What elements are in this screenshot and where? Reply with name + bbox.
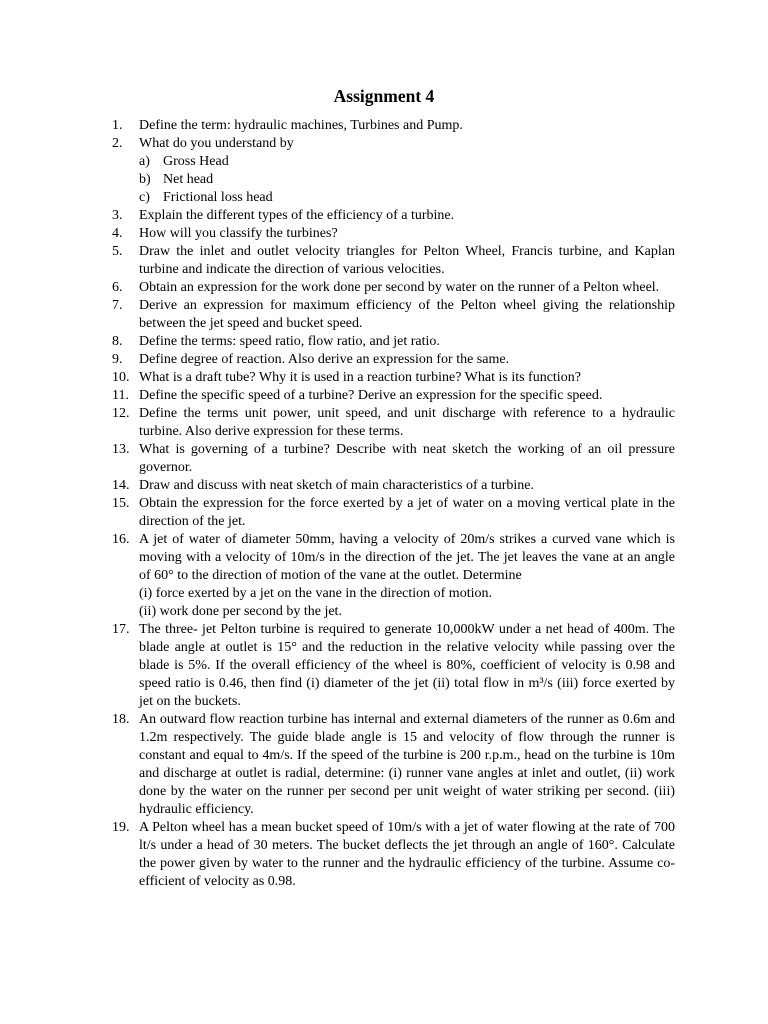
question-number: 16.	[112, 532, 130, 547]
question-text: Define the terms unit power, unit speed, and unit discharge with reference to a hydraulic turbine. Also derive expression for these terms.	[139, 406, 675, 439]
question-item	[112, 333, 675, 351]
question-number: 6.	[112, 280, 123, 295]
question-item	[112, 207, 675, 225]
question-number: 11.	[112, 388, 129, 403]
question-text: Obtain the expression for the force exerted by a jet of water on a moving vertical plate in the direction of the jet.	[139, 496, 675, 529]
question-text: An outward flow reaction turbine has internal and external diameters of the runner as 0.6m and 1.2m respectively. The guide blade angle is 15 and velocity of flow through the runner is constant and equal to 4m/s. If the speed of the turbine is 200 r.p.m., head on the turbine is 10m and discharge at outlet is radial, determine: (i) runner vane angles at inlet and outlet, (ii) work done by the water on the runner per second per unit weight of water striking per second. (iii) hydraulic efficiency.	[139, 712, 675, 817]
question-number: 18.	[112, 712, 130, 727]
question-item	[112, 405, 675, 441]
sub-question-label: a)	[139, 154, 150, 169]
question-item	[112, 117, 675, 135]
question-number: 15.	[112, 496, 130, 511]
question-item	[112, 495, 675, 531]
question-text: A Pelton wheel has a mean bucket speed of 10m/s with a jet of water flowing at the rate of 700 lt/s under a head of 30 meters. The bucket deflects the jet through an angle of 160°. Calculate the power given by water to the runner and the hydraulic efficiency of the turbine. Assume co-efficient of velocity as 0.98.	[139, 820, 675, 889]
question-number: 12.	[112, 406, 130, 421]
question-number: 1.	[112, 118, 123, 133]
question-number: 8.	[112, 334, 123, 349]
sub-question-text: Gross Head	[163, 154, 229, 169]
sub-question-label: b)	[139, 172, 151, 187]
question-text: What do you understand by	[139, 136, 294, 151]
sub-question-text: Net head	[163, 172, 214, 187]
question-item	[112, 279, 675, 297]
question-item	[112, 135, 675, 207]
question-subline: (ii) work done per second by the jet.	[139, 604, 342, 619]
page-title: Assignment 4	[333, 86, 435, 106]
question-text: The three- jet Pelton turbine is required to generate 10,000kW under a net head of 400m. The blade angle at outlet is 15° and the reduction in the relative velocity while passing over the blade is 5%. If the overall efficiency of the wheel is 80%, coefficient of velocity is 0.98 and speed ratio is 0.46, then find (i) diameter of the jet (ii) total flow in m³/s (iii) force exerted by jet on the buckets.	[139, 622, 675, 709]
question-item	[112, 387, 675, 405]
question-number: 9.	[112, 352, 123, 367]
question-item	[112, 621, 675, 711]
question-text: Draw the inlet and outlet velocity triangles for Pelton Wheel, Francis turbine, and Kaplan turbine and indicate the direction of various velocities.	[139, 244, 675, 277]
sub-question-label: c)	[139, 190, 150, 205]
question-number: 2.	[112, 136, 123, 151]
sub-question-list	[139, 153, 675, 207]
question-text: Define the term: hydraulic machines, Turbines and Pump.	[139, 118, 463, 133]
question-item	[112, 351, 675, 369]
question-text: Explain the different types of the efficiency of a turbine.	[139, 208, 455, 223]
question-number: 7.	[112, 298, 123, 313]
question-text: How will you classify the turbines?	[139, 226, 338, 241]
sub-question-item	[139, 153, 675, 171]
question-item	[112, 297, 675, 333]
question-number: 5.	[112, 244, 123, 259]
question-text: A jet of water of diameter 50mm, having a velocity of 20m/s strikes a curved vane which is moving with a velocity of 10m/s in the direction of the jet. The jet leaves the vane at an angle of 60° to the direction of motion of the vane at the outlet. Determine	[139, 532, 675, 583]
question-item	[112, 243, 675, 279]
question-number: 14.	[112, 478, 130, 493]
sub-question-item	[139, 171, 675, 189]
question-item	[112, 477, 675, 495]
question-text: Define the specific speed of a turbine? Derive an expression for the specific speed.	[139, 388, 603, 403]
question-text: What is governing of a turbine? Describe with neat sketch the working of an oil pressure governor.	[139, 442, 675, 475]
question-text: Define degree of reaction. Also derive an expression for the same.	[139, 352, 510, 367]
question-text: Draw and discuss with neat sketch of main characteristics of a turbine.	[139, 478, 534, 493]
question-text: Obtain an expression for the work done per second by water on the runner of a Pelton wheel.	[139, 280, 660, 295]
question-number: 4.	[112, 226, 123, 241]
question-item	[112, 819, 675, 891]
question-item	[112, 441, 675, 477]
question-number: 10.	[112, 370, 130, 385]
question-item	[112, 531, 675, 621]
question-number: 13.	[112, 442, 130, 457]
question-number: 17.	[112, 622, 130, 637]
sub-question-item	[139, 189, 675, 207]
question-item	[112, 369, 675, 387]
question-number: 19.	[112, 820, 130, 835]
sub-question-text: Frictional loss head	[163, 190, 273, 205]
question-item	[112, 711, 675, 819]
question-text: Define the terms: speed ratio, flow ratio, and jet ratio.	[139, 334, 440, 349]
question-text: What is a draft tube? Why it is used in a reaction turbine? What is its function?	[139, 370, 581, 385]
question-number: 3.	[112, 208, 123, 223]
question-text: Derive an expression for maximum efficiency of the Pelton wheel giving the relationship between the jet speed and bucket speed.	[139, 298, 675, 331]
question-list	[112, 117, 675, 891]
question-subline: (i) force exerted by a jet on the vane in the direction of motion.	[139, 586, 492, 601]
question-item	[112, 225, 675, 243]
